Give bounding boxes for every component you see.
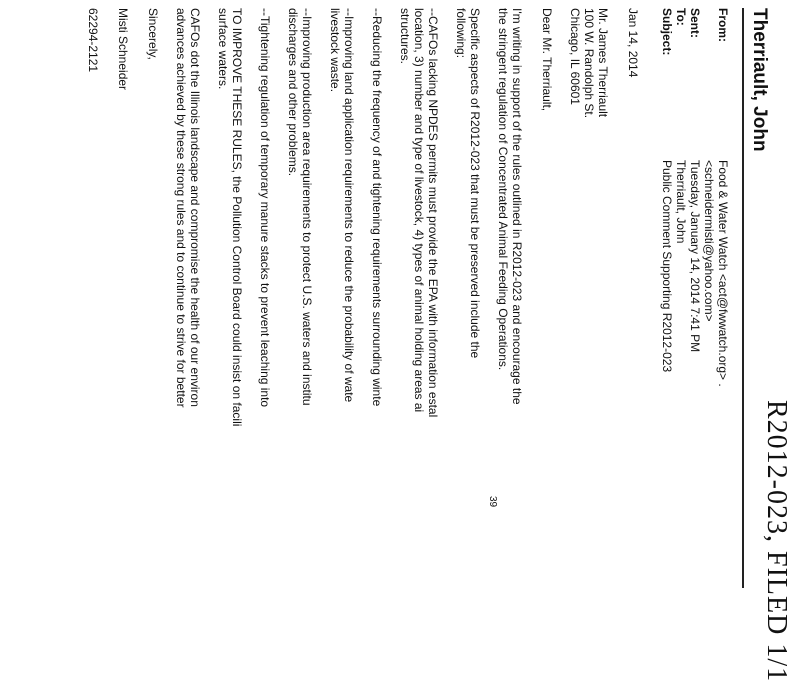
filing-stamp: R2012-023, FILED 1/1 [761, 400, 792, 682]
page-number: 39 [487, 496, 498, 508]
letter-date: Jan 14, 2014 [626, 8, 640, 78]
closing: Sincerely, [146, 8, 160, 60]
signature-name: Misti Schneider [116, 8, 130, 91]
paragraph-line: --Improving land application requirements to reduce the probability of wate [342, 8, 356, 403]
paragraph-line: location, 3) number and type of livestock, 4) types of animal holding areas ai [412, 8, 426, 413]
address-line: Chicago, IL 60601 [568, 8, 582, 105]
header-label-subject: Subject: [660, 8, 674, 56]
paragraph-line: --Improving production area requirements to protect U.S. waters and institu [300, 8, 314, 406]
paragraph-line: Specific aspects of R2012-023 that must be preserved include the [468, 8, 482, 359]
sender-name: Therriault, John [749, 8, 770, 152]
paragraph-line: advances achieved by these strong rules and to continue to strive for better [174, 8, 188, 408]
header-value-subject: Public Comment Supporting R2012-023 [660, 160, 674, 373]
address-line: 100 W. Randolph St. [582, 8, 596, 119]
paragraph-line: --Tightening regulation of temporary manure stacks to prevent leaching into [258, 8, 272, 408]
header-value-to: Therriault, John [674, 160, 688, 244]
header-divider [742, 8, 744, 588]
header-value-sent: Tuesday, January 14, 2014 7:41 PM [688, 160, 702, 353]
paragraph-line: livestock waste. [328, 8, 342, 93]
header-value-from-email: <schneidermisti@yahoo.com> [702, 160, 716, 322]
salutation: Dear Mr. Therriault, [540, 8, 554, 112]
paragraph-line: --Reducing the frequency of and tightening requirements surrounding winte [370, 8, 384, 407]
header-value-from: Food & Water Watch <act@fwwatch.org> . [716, 160, 730, 387]
header-label-from: From: [716, 8, 730, 42]
paragraph-line: TO IMPROVE THESE RULES, the Pollution Control Board could insist on facili [230, 8, 244, 427]
signature-zip: 62294-2121 [86, 8, 100, 73]
header-label-sent: Sent: [688, 8, 702, 38]
paragraph-line: structures. [398, 8, 412, 65]
paragraph-line: --CAFOs lacking NPDES permits must provide the EPA with information estal [426, 8, 440, 418]
paragraph-line: following: [454, 8, 468, 59]
header-label-to: To: [674, 8, 688, 26]
paragraph-line: I'm writing in support of the rules outlined in R2012-023 and encourage the [510, 8, 524, 405]
address-line: Mr. James Therriault [596, 8, 610, 118]
paragraph-line: CAFOs dot the Illinois landscape and compromise the health of our environ [188, 8, 202, 407]
paragraph-line: the stringent regulation of Concentrated Animal Feeding Operations. [496, 8, 510, 371]
paragraph-line: discharges and other problems. [286, 8, 300, 177]
paragraph-line: surface waters. [216, 8, 230, 90]
